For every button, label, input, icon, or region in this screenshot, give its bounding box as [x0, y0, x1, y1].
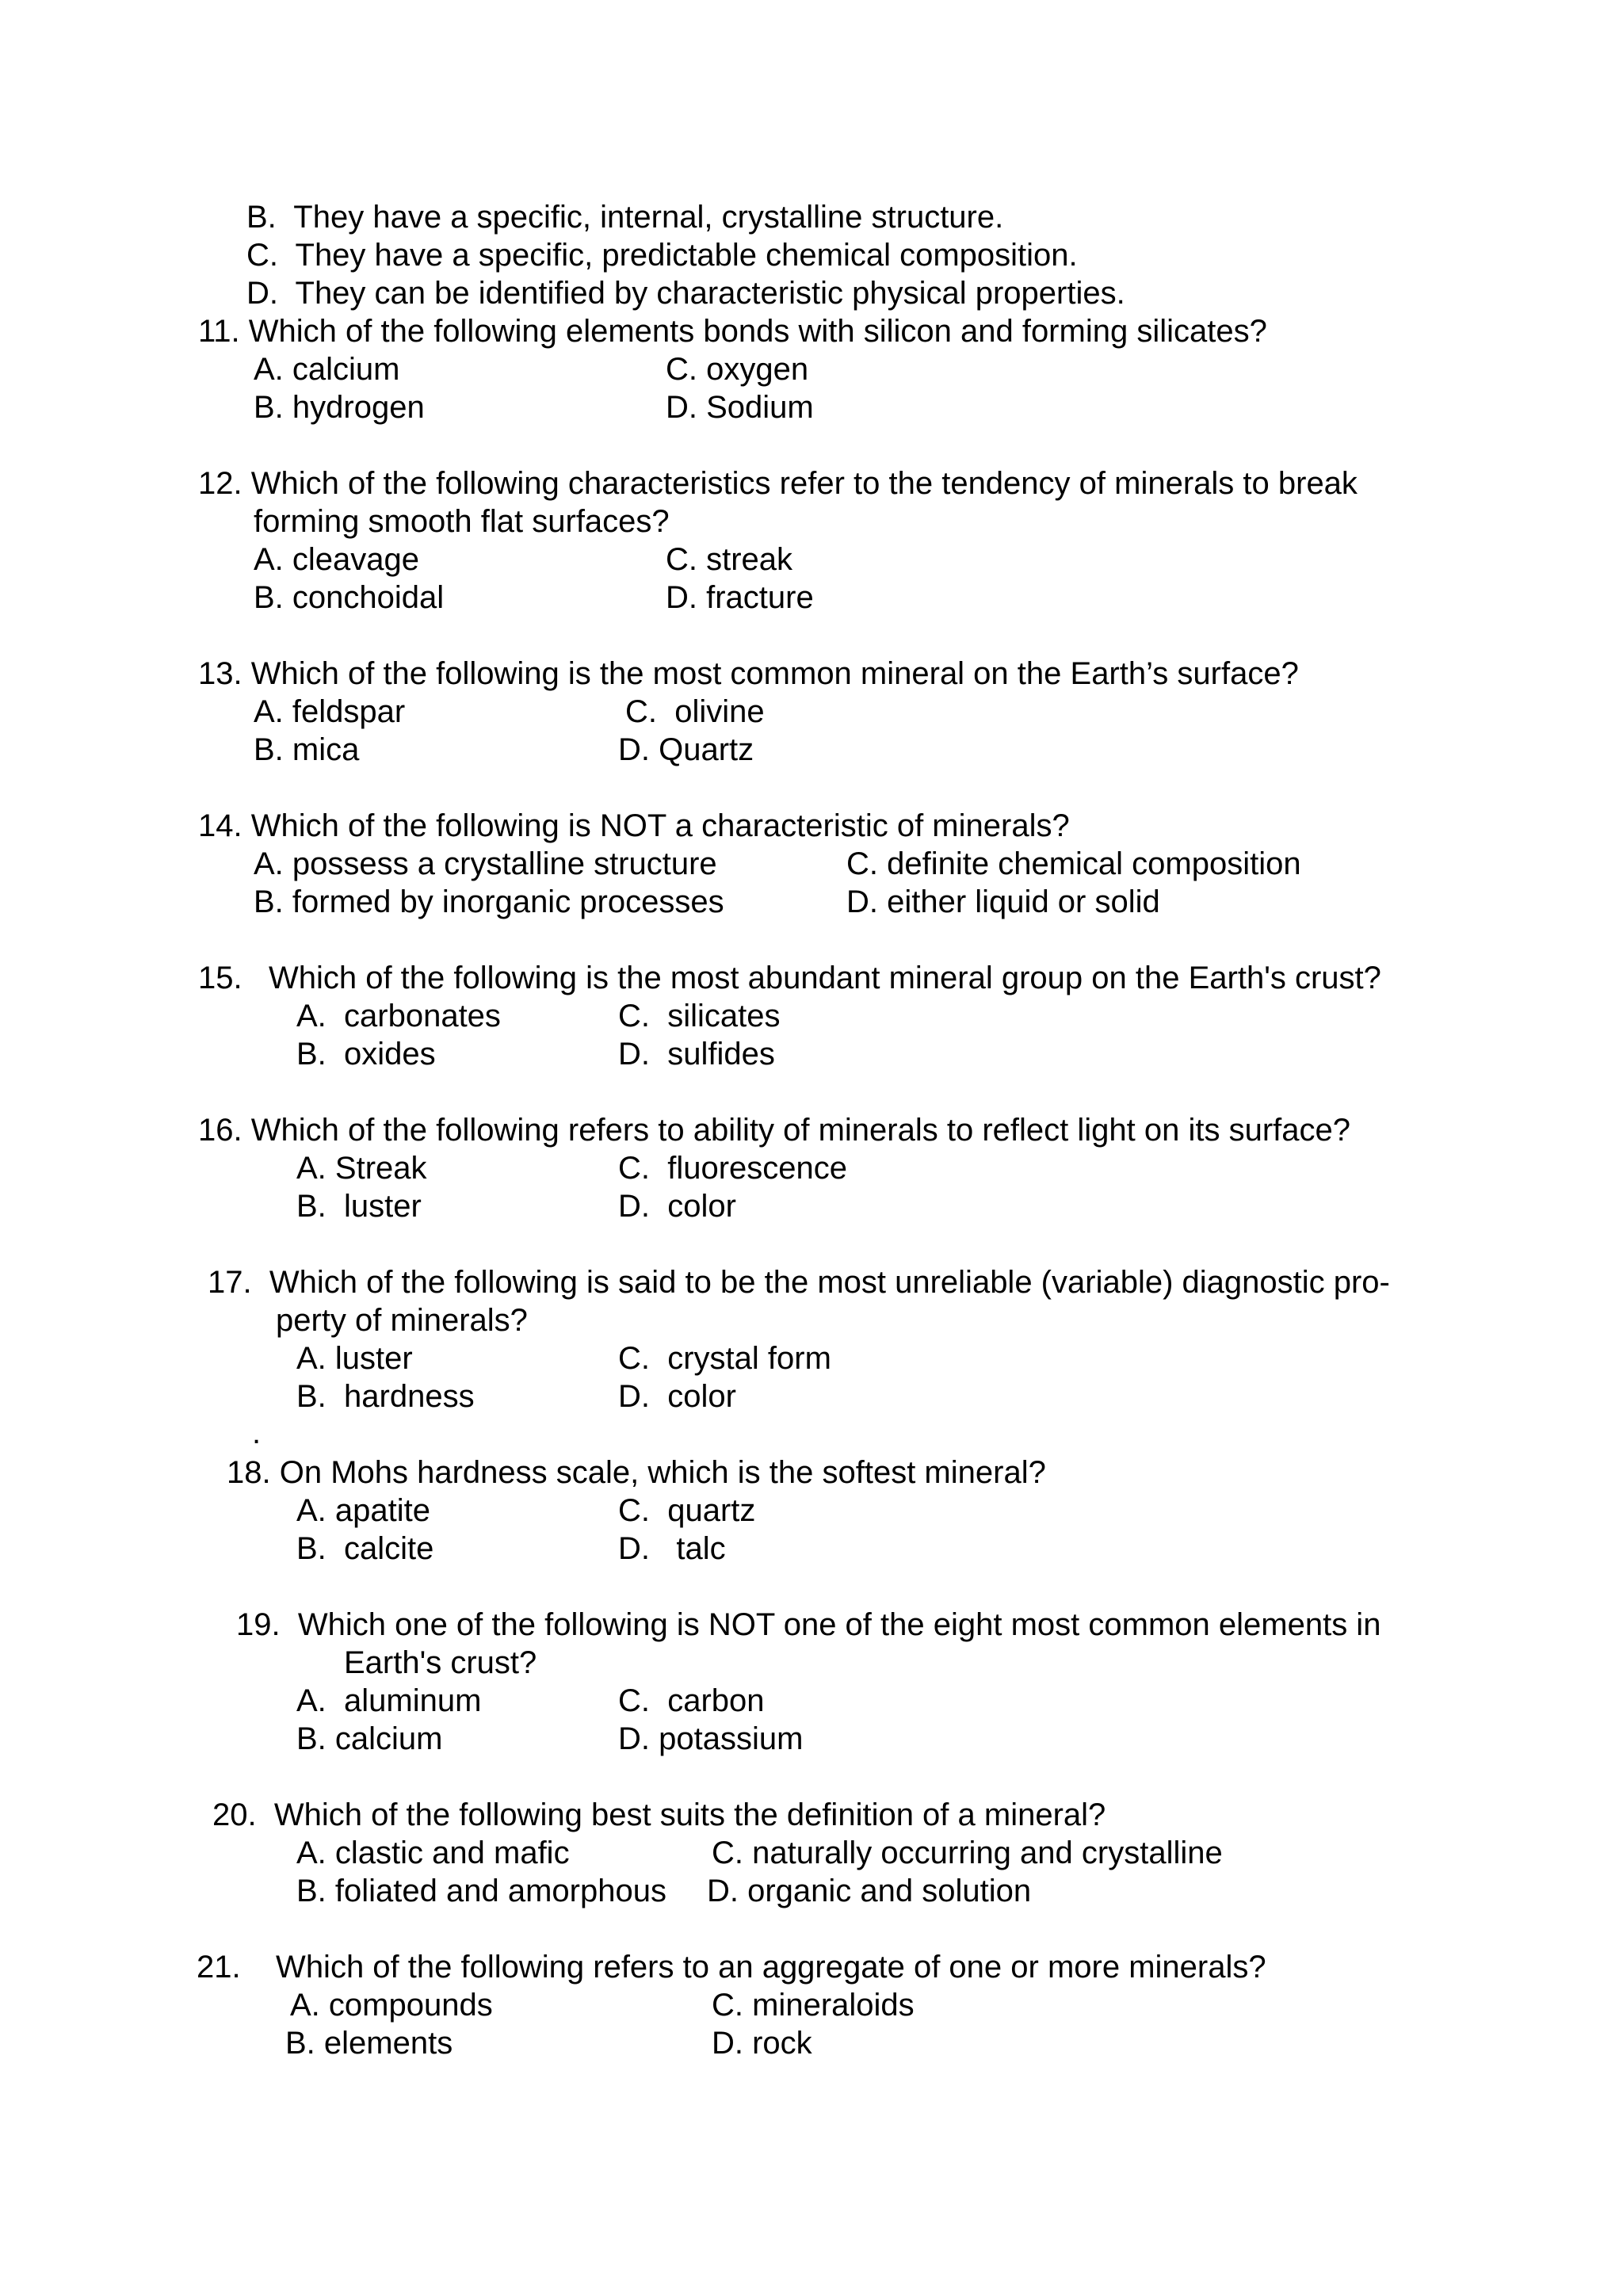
question-12-option-c: C. streak	[666, 542, 793, 577]
question-17-stem-continued: perty of minerals?	[276, 1303, 528, 1338]
question-19-stem: 19. Which one of the following is NOT one of the eight most common elements in	[236, 1607, 1381, 1642]
question-15-option-a: A. carbonates	[296, 999, 501, 1033]
question-12-stem-continued: forming smooth flat surfaces?	[254, 504, 670, 539]
question-19-option-c: C. carbon	[618, 1683, 765, 1718]
question-20-option-b: B. foliated and amorphous	[296, 1874, 666, 1908]
question-16-option-b: B. luster	[296, 1189, 422, 1224]
question-21-option-d: D. rock	[712, 2026, 812, 2061]
question-20-option-d: D. organic and solution	[707, 1874, 1032, 1908]
option-d: D. They can be identified by characteristic physical properties.	[246, 276, 1125, 311]
question-13-option-c: C. olivine	[625, 694, 765, 729]
question-19-option-d: D. potassium	[618, 1721, 804, 1756]
option-b: B. They have a specific, internal, crystalline structure.	[246, 200, 1004, 235]
question-16-stem: 16. Which of the following refers to ability of minerals to reflect light on its surface?	[198, 1113, 1351, 1148]
question-14-option-a: A. possess a crystalline structure	[254, 846, 717, 881]
question-15-stem: 15. Which of the following is the most abundant mineral group on the Earth's crust?	[198, 961, 1381, 995]
question-15-option-c: C. silicates	[618, 999, 781, 1033]
question-16-option-d: D. color	[618, 1189, 736, 1224]
question-12-stem: 12. Which of the following characteristics refer to the tendency of minerals to break	[198, 466, 1358, 501]
question-16-option-a: A. Streak	[296, 1151, 427, 1186]
question-17-option-d: D. color	[618, 1379, 736, 1414]
question-18-option-c: C. quartz	[618, 1493, 756, 1528]
question-18-option-d: D. talc	[618, 1531, 726, 1566]
question-21-option-b: B. elements	[285, 2026, 453, 2061]
question-11-option-c: C. oxygen	[666, 352, 809, 387]
question-17-option-a: A. luster	[296, 1341, 413, 1376]
question-21-stem: 21. Which of the following refers to an aggregate of one or more minerals?	[197, 1950, 1266, 1985]
question-11-stem: 11. Which of the following elements bonds with silicon and forming silicates?	[198, 314, 1267, 349]
question-18-option-a: A. apatite	[296, 1493, 431, 1528]
question-17-option-b: B. hardness	[296, 1379, 475, 1414]
question-12-option-b: B. conchoidal	[254, 580, 445, 615]
question-11-option-d: D. Sodium	[666, 390, 814, 425]
question-13-option-b: B. mica	[254, 732, 360, 767]
question-13-stem: 13. Which of the following is the most common mineral on the Earth’s surface?	[198, 656, 1299, 691]
question-11-option-a: A. calcium	[254, 352, 400, 387]
question-13-option-d: D. Quartz	[618, 732, 754, 767]
question-18-option-b: B. calcite	[296, 1531, 434, 1566]
question-15-option-d: D. sulfides	[618, 1037, 775, 1072]
question-19-option-b: B. calcium	[296, 1721, 443, 1756]
question-13-option-a: A. feldspar	[254, 694, 406, 729]
question-12-option-d: D. fracture	[666, 580, 814, 615]
question-14-option-d: D. either liquid or solid	[846, 884, 1160, 919]
stray-period: .	[252, 1415, 262, 1450]
question-20-option-c: C. naturally occurring and crystalline	[712, 1836, 1223, 1870]
question-21-option-a: A. compounds	[290, 1988, 493, 2023]
question-18-stem: 18. On Mohs hardness scale, which is the softest mineral?	[227, 1455, 1046, 1490]
question-19-stem-continued: Earth's crust?	[344, 1645, 537, 1680]
question-17-option-c: C. crystal form	[618, 1341, 831, 1376]
question-16-option-c: C. fluorescence	[618, 1151, 848, 1186]
option-c: C. They have a specific, predictable chemical composition.	[246, 238, 1078, 273]
question-20-option-a: A. clastic and mafic	[296, 1836, 570, 1870]
question-14-option-b: B. formed by inorganic processes	[254, 884, 724, 919]
question-11-option-b: B. hydrogen	[254, 390, 425, 425]
question-14-stem: 14. Which of the following is NOT a characteristic of minerals?	[198, 808, 1070, 843]
question-17-stem: 17. Which of the following is said to be the most unreliable (variable) diagnostic pro-	[208, 1265, 1390, 1300]
question-21-option-c: C. mineraloids	[712, 1988, 915, 2023]
question-12-option-a: A. cleavage	[254, 542, 420, 577]
question-15-option-b: B. oxides	[296, 1037, 436, 1072]
question-14-option-c: C. definite chemical composition	[846, 846, 1301, 881]
question-20-stem: 20. Which of the following best suits the definition of a mineral?	[212, 1797, 1106, 1832]
question-19-option-a: A. aluminum	[296, 1683, 482, 1718]
